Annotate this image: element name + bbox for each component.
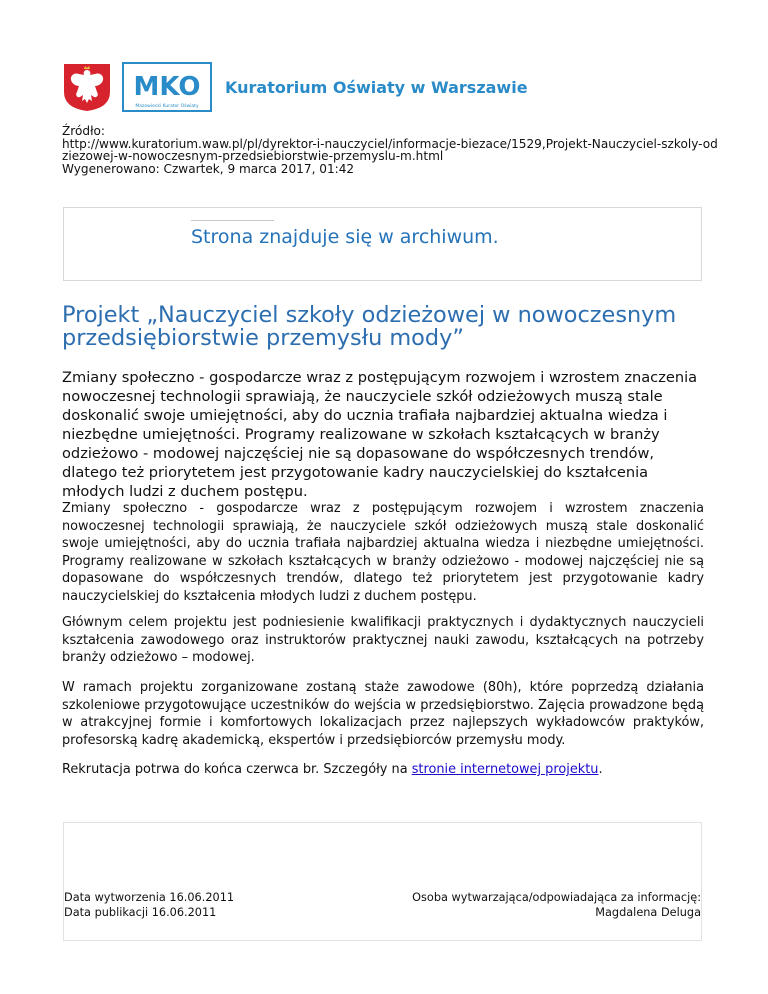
source-url: http://www.kuratorium.waw.pl/pl/dyrektor-i-nauczyciel/informacje-biezace/1529,Projekt-Nauczyciel-szkoly-odziezowej-w-nowoczesnym-przedsiebiorstwie-przemyslu-m.html xyxy=(62,136,718,163)
archive-notice xyxy=(63,207,702,281)
article-lead: Zmiany społeczno - gospodarcze wraz z postępującym rozwojem i wzrostem znaczenia nowoczesnej technologii sprawiają, że nauczyciele szkół odzieżowych muszą stale doskonalić swoje umiejętności, aby do ucznia trafiała najbardziej aktualna wiedza i niezbędne umiejętności. Programy realizowane w szkołach kształcących w branży odzieżowo - modowej najczęściej nie są dopasowane do współczesnych trendów, dlatego też priorytetem jest przygotowanie kadry nauczycielskiej do kształcenia młodych ludzi z duchem postępu. xyxy=(62,369,698,500)
site-title: Kuratorium Oświaty w Warszawie xyxy=(225,78,528,97)
mko-logo xyxy=(122,62,212,112)
source-info xyxy=(62,125,722,175)
page-header xyxy=(62,62,702,112)
polish-eagle-emblem-icon xyxy=(62,62,112,112)
responsible-block xyxy=(412,890,701,920)
recruitment-text-end: . xyxy=(598,762,603,777)
article-title: Projekt „Nauczyciel szkoły odzieżowej w nowoczesnym przedsiębiorstwie przemysłu mody” xyxy=(62,302,677,351)
generated-date: Wygenerowano: Czwartek, 9 marca 2017, 01:42 xyxy=(62,161,355,176)
dates-block xyxy=(64,890,234,920)
responsible-label: Osoba wytwarzająca/odpowiadająca za informację: xyxy=(412,891,701,904)
publication-date: Data publikacji 16.06.2011 xyxy=(64,906,217,919)
article-paragraph-4 xyxy=(62,761,704,779)
source-label: Źródło: xyxy=(62,124,105,138)
recruitment-text: Rekrutacja potrwa do końca czerwca br. Szczegóły na xyxy=(62,762,412,777)
responsible-name: Magdalena Deluga xyxy=(595,906,701,919)
article-paragraph-3: W ramach projektu zorganizowane zostaną staże zawodowe (80h), które poprzedzą działania szkoleniowe przygotowujące uczestników do wejścia w przedsiębiorstwo. Zajęcia prowadzone będą w atrakcyjnej formie i komfortowych lokalizacjach przez najlepszych wykładowców praktyków, profesorską kadrę akademicką, ekspertów i przedsiębiorców przemysłu mody. xyxy=(62,680,704,748)
archive-message: Strona znajduje się w archiwum. xyxy=(191,226,499,248)
article-paragraph-1: Zmiany społeczno - gospodarcze wraz z postępującym rozwojem i wzrostem znaczenia nowoczesnej technologii sprawiają, że nauczyciele szkół odzieżowych muszą stale doskonalić swoje umiejętności, aby do ucznia trafiała najbardziej aktualna wiedza i niezbędne umiejętności. Programy realizowane w szkołach kształcących w branży odzieżowo - modowej najczęściej nie są dopasowane do współczesnych trendów, dlatego też priorytetem jest przygotowanie kadry nauczycielskiej do kształcenia młodych ludzi z duchem postępu. xyxy=(62,501,704,604)
article-paragraph-2: Głównym celem projektu jest podniesienie kwalifikacji praktycznych i dydaktycznych nauczycieli kształcenia zawodowego oraz instruktorów praktycznej nauki zawodu, kształcących na potrzeby branży odzieżowo – modowej. xyxy=(62,615,704,666)
project-website-link[interactable]: stronie internetowej projektu xyxy=(411,762,599,777)
creation-date: Data wytworzenia 16.06.2011 xyxy=(64,891,235,904)
metadata-footer xyxy=(63,822,702,941)
svg-text:Mazowiecki Kurator Oświaty: Mazowiecki Kurator Oświaty xyxy=(135,104,199,109)
archive-divider xyxy=(191,220,274,221)
svg-text:MKO: MKO xyxy=(133,72,201,102)
